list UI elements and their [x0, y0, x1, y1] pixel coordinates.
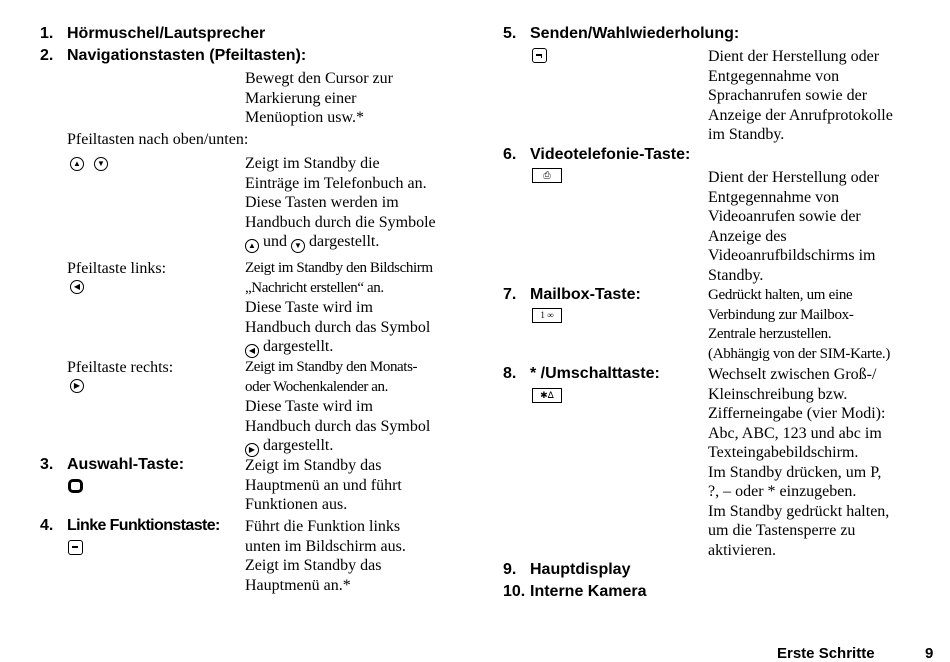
left-description: Zeigt im Standby den Bildschirm „Nachricht erstellen“ an. Diese Taste wird im Handbuch durch das Symbol ◀ dargestellt. — [245, 259, 433, 358]
star-shift-key-icon: ✱ᐃ — [532, 388, 562, 403]
footer-section-title: Erste Schritte — [777, 645, 875, 662]
left-label: Pfeiltaste links: — [67, 260, 167, 277]
arrow-down-key-icon: ▼ — [291, 239, 305, 253]
arrow-down-key-icon: ▼ — [94, 157, 108, 171]
item-description: Führt die Funktion links unten im Bildschirm aus. Zeigt im Standby das Hauptmenü an.* — [245, 518, 406, 594]
item-number: 5. — [503, 25, 517, 42]
mailbox-key-icon: 1 ∞ — [532, 308, 562, 323]
left-softkey-icon — [68, 540, 83, 555]
arrow-left-key-icon: ◀ — [70, 280, 84, 294]
arrow-left-key-icon: ◀ — [245, 344, 259, 358]
right-label: Pfeiltaste rechts: — [67, 359, 174, 376]
page-number: 9 — [925, 645, 934, 662]
arrow-right-key-icon: ▶ — [245, 443, 259, 457]
video-key-icon: ⎙ — [532, 168, 562, 183]
item-number: 7. — [503, 286, 517, 303]
item-number: 3. — [40, 456, 54, 473]
item-number: 6. — [503, 146, 517, 163]
select-key-icon — [68, 479, 83, 493]
item-number: 2. — [40, 47, 54, 64]
arrow-up-key-icon: ▲ — [245, 239, 259, 253]
item-title: Navigationstasten (Pfeiltasten): — [67, 47, 307, 64]
item-title: Linke Funktionstaste: — [67, 517, 220, 534]
item-title: Hörmuschel/Lautsprecher — [67, 25, 266, 42]
item-title: Senden/Wahlwiederholung: — [530, 25, 740, 42]
item-number: 4. — [40, 517, 54, 534]
item-number: 9. — [503, 561, 517, 578]
item-title: Hauptdisplay — [530, 561, 631, 578]
updown-label: Pfeiltasten nach oben/unten: — [67, 131, 249, 148]
arrow-right-key-icon: ▶ — [70, 379, 84, 393]
send-key-icon — [532, 48, 547, 63]
item-number: 10. — [503, 583, 526, 600]
item-title: Mailbox-Taste: — [530, 286, 641, 303]
arrow-up-key-icon: ▲ — [70, 157, 84, 171]
item-number: 8. — [503, 365, 517, 382]
item-description: Wechselt zwischen Groß-/ Kleinschreibung bzw. Zifferneingabe (vier Modi): Abc, ABC, 123 und abc im Texteingabebildschirm. Im Standby drücken, um P, ?, – oder * einzugeben. Im Standby gedrückt halten, um die Tastensperre zu aktivieren. — [708, 366, 890, 559]
item-description: Gedrückt halten, um eine Verbindung zur Mailbox- Zentrale herzustellen. (Abhängig von der SIM-Karte.) — [708, 287, 891, 362]
item-title: Auswahl-Taste: — [67, 456, 185, 473]
item-title: Interne Kamera — [530, 583, 647, 600]
item-description: Dient der Herstellung oder Entgegennahme von Sprachanrufen sowie der Anzeige der Anrufprotokolle im Standby. — [708, 48, 893, 143]
updown-description: Zeigt im Standby die Einträge im Telefonbuch an. Diese Tasten werden im Handbuch durch die Symbole ▲ und ▼ dargestellt. — [245, 154, 436, 253]
item-description: Bewegt den Cursor zur Markierung einer Menüoption usw.* — [245, 70, 393, 126]
right-description: Zeigt im Standby den Monats- oder Wochenkalender an. Diese Taste wird im Handbuch durch das Symbol ▶ dargestellt. — [245, 358, 430, 457]
item-number: 1. — [40, 25, 54, 42]
item-description: Dient der Herstellung oder Entgegennahme von Videoanrufen sowie der Anzeige des Videoanrufbildschirms im Standby. — [708, 169, 880, 284]
item-title: Videotelefonie-Taste: — [530, 146, 691, 163]
item-description: Zeigt im Standby das Hauptmenü an und führt Funktionen aus. — [245, 457, 402, 513]
item-title: * /Umschalttaste: — [530, 365, 660, 382]
